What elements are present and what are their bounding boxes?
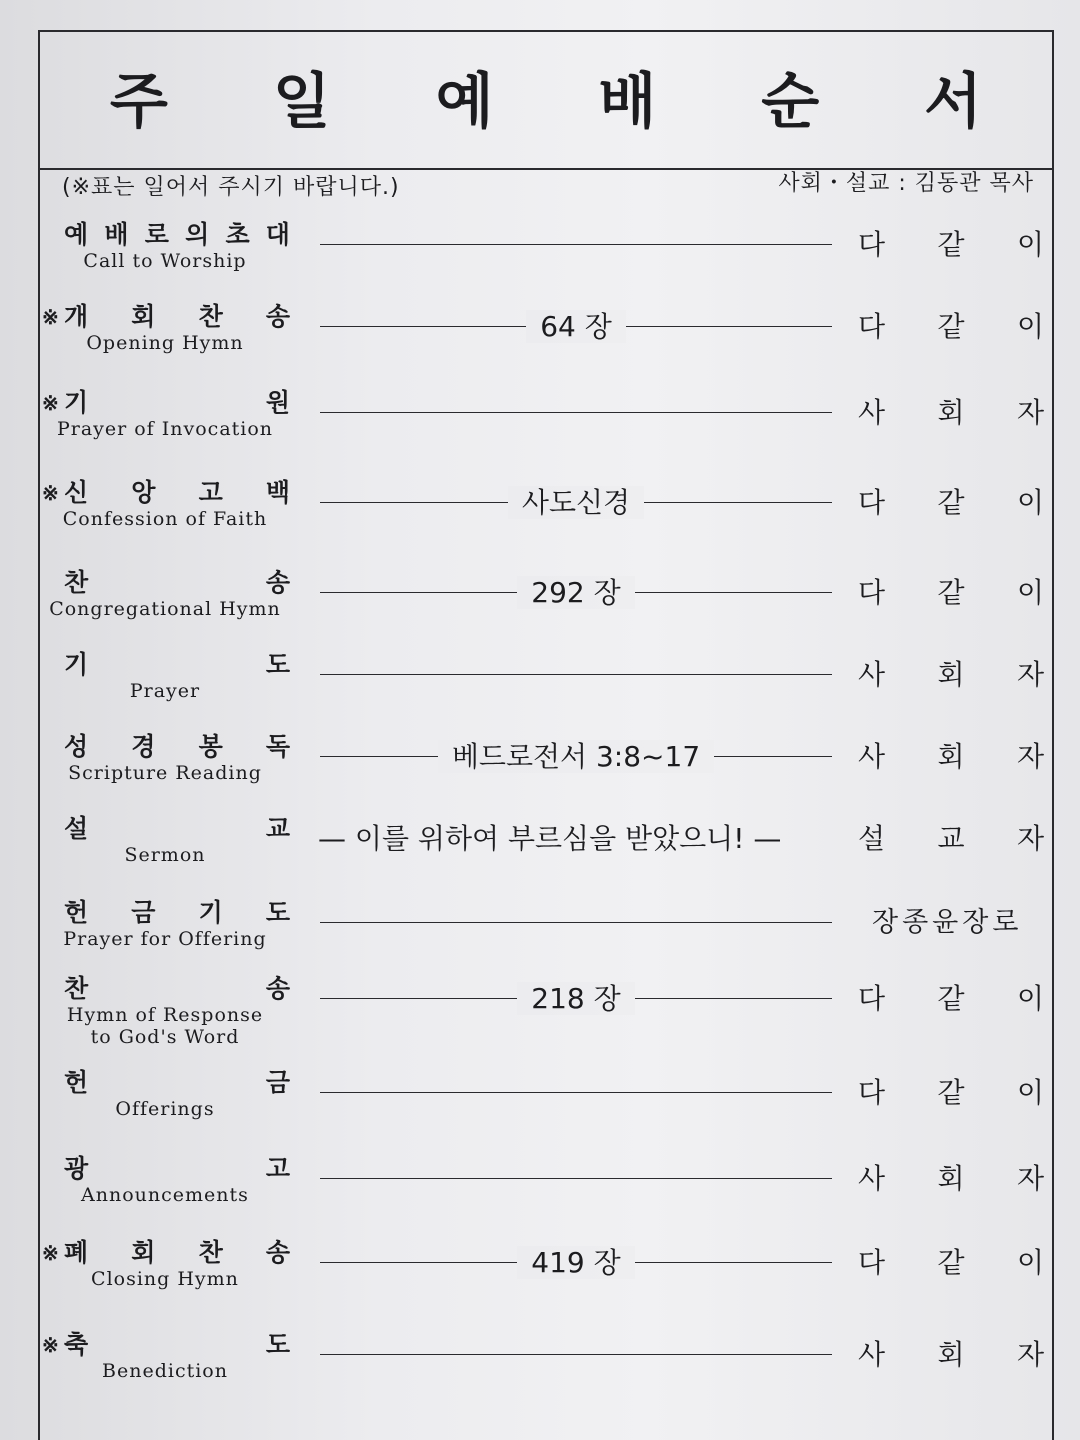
english-line: Announcements xyxy=(81,1184,249,1206)
title-char: 백 xyxy=(265,478,290,507)
leader-line xyxy=(320,922,832,923)
standing-mark: ※ xyxy=(42,305,59,329)
leader-line xyxy=(320,244,832,245)
item-leader xyxy=(858,1162,1044,1196)
english-line: Benediction xyxy=(102,1360,228,1382)
leader-char: 같 xyxy=(937,1246,965,1279)
title-char: 송 xyxy=(265,974,290,1003)
leader-char: 같 xyxy=(937,486,965,519)
item-korean-title xyxy=(64,814,290,844)
service-item xyxy=(0,974,1080,1054)
item-english-title xyxy=(40,598,290,620)
item-english-title xyxy=(40,418,290,440)
item-korean-title xyxy=(64,974,290,1004)
leader-char: 다 xyxy=(858,486,886,519)
item-english-title xyxy=(40,680,290,702)
english-line: Call to Worship xyxy=(83,250,247,272)
item-korean-title xyxy=(42,1238,290,1268)
item-english-title xyxy=(40,1184,290,1206)
title-char: 경 xyxy=(131,732,156,761)
title-char: 개 xyxy=(64,302,89,331)
item-english-title xyxy=(40,250,290,272)
english-line: Prayer of Invocation xyxy=(56,418,274,440)
leader-preacher: 사회・설교 : 김동관 목사 xyxy=(778,171,1034,196)
title-char: 독 xyxy=(265,732,290,761)
title-char: 신 xyxy=(64,478,89,507)
item-leader xyxy=(858,576,1044,610)
title-char: 찬 xyxy=(198,302,223,331)
service-item xyxy=(0,1238,1080,1318)
title-band xyxy=(40,32,1052,170)
item-leader xyxy=(858,982,1044,1016)
leader-char: 이 xyxy=(1016,310,1044,343)
leader-char: 교 xyxy=(937,822,965,855)
item-korean-title xyxy=(64,220,290,250)
leader-char: 같 xyxy=(937,576,965,609)
item-detail-text: 218 장 xyxy=(517,982,634,1015)
item-leader xyxy=(858,1246,1044,1280)
title-char: 배 xyxy=(104,220,129,249)
title-char: 예 xyxy=(64,220,89,249)
item-english-title xyxy=(40,1004,290,1048)
service-item xyxy=(0,388,1080,468)
leader-char: 설 xyxy=(858,822,886,855)
english-line: Sermon xyxy=(124,844,206,866)
title-char: 앙 xyxy=(131,478,156,507)
leader-char: 다 xyxy=(858,1076,886,1109)
leader-char: 자 xyxy=(1016,396,1044,429)
title-char: 기 xyxy=(64,650,89,679)
title-char: 금 xyxy=(131,898,156,927)
title-char: 회 xyxy=(131,1238,156,1267)
leader-char: 이 xyxy=(1016,1076,1044,1109)
title-char: 도 xyxy=(265,898,290,927)
leader-char: 다 xyxy=(858,228,886,261)
title-char: 기 xyxy=(64,388,89,417)
title-char: 설 xyxy=(64,814,89,843)
item-leader xyxy=(858,822,1044,856)
title-char: 헌 xyxy=(64,1068,89,1097)
standing-mark: ※ xyxy=(42,1241,59,1265)
item-detail-text: 사도신경 xyxy=(508,486,644,519)
item-english-title xyxy=(40,844,290,866)
service-item xyxy=(0,1330,1080,1410)
service-item xyxy=(0,1154,1080,1234)
title-char: 봉 xyxy=(198,732,223,761)
item-english-title xyxy=(40,1268,290,1290)
item-korean-title xyxy=(64,1068,290,1098)
item-leader xyxy=(858,228,1044,262)
english-line: Closing Hymn xyxy=(91,1268,239,1290)
item-korean-title xyxy=(64,650,290,680)
item-leader xyxy=(858,1338,1044,1372)
leader-char: 이 xyxy=(1016,486,1044,519)
title-char: 폐 xyxy=(64,1238,89,1267)
item-detail xyxy=(320,576,832,610)
item-english-title xyxy=(40,1360,290,1382)
item-detail xyxy=(320,486,832,520)
title-char: 찬 xyxy=(198,1238,223,1267)
leader-char: 같 xyxy=(937,228,965,261)
leader-char: 다 xyxy=(858,310,886,343)
title-char: 축 xyxy=(64,1330,89,1359)
service-item xyxy=(0,898,1080,978)
service-item xyxy=(0,650,1080,730)
title-char: 회 xyxy=(131,302,156,331)
title-char: 교 xyxy=(265,814,290,843)
item-korean-title xyxy=(42,478,290,508)
item-english-title xyxy=(40,1098,290,1120)
standing-mark: ※ xyxy=(42,1333,59,1357)
english-line: Prayer xyxy=(129,680,201,702)
leader-line xyxy=(320,1178,832,1179)
english-line: Opening Hymn xyxy=(86,332,244,354)
item-korean-title xyxy=(42,388,290,418)
item-korean-title xyxy=(64,1154,290,1184)
service-item xyxy=(0,478,1080,558)
leader-char: 자 xyxy=(1016,822,1044,855)
item-english-title xyxy=(40,332,290,354)
title-char: 초 xyxy=(225,220,250,249)
item-detail xyxy=(320,982,832,1016)
leader-char: 같 xyxy=(937,1076,965,1109)
service-item xyxy=(0,814,1080,894)
leader-char: 이 xyxy=(1016,982,1044,1015)
english-line: Hymn of Response xyxy=(66,1004,264,1026)
leader-char: 같 xyxy=(937,982,965,1015)
english-line: Confession of Faith xyxy=(62,508,268,530)
title-char: 광 xyxy=(64,1154,89,1183)
title-char: 금 xyxy=(265,1068,290,1097)
item-leader xyxy=(858,486,1044,520)
title-char: 성 xyxy=(64,732,89,761)
item-korean-title xyxy=(64,732,290,762)
item-detail xyxy=(320,740,832,774)
service-item xyxy=(0,302,1080,382)
item-detail-text: 419 장 xyxy=(517,1246,634,1279)
title-char: 로 xyxy=(144,220,169,249)
leader-char: 사 xyxy=(858,740,886,773)
leader-char: 다 xyxy=(858,1246,886,1279)
item-korean-title xyxy=(42,1330,290,1360)
service-item xyxy=(0,568,1080,648)
title-char: 찬 xyxy=(64,568,89,597)
english-line: Congregational Hymn xyxy=(49,598,281,620)
item-detail-text: 64 장 xyxy=(526,310,626,343)
leader-char: 다 xyxy=(858,576,886,609)
leader-char: 회 xyxy=(937,1162,965,1195)
standing-note: (※표는 일어서 주시기 바랍니다.) xyxy=(62,175,400,200)
standing-mark: ※ xyxy=(42,391,59,415)
leader-char: 회 xyxy=(937,396,965,429)
title-char: 의 xyxy=(185,220,210,249)
item-english-title xyxy=(40,508,290,530)
title-char: 찬 xyxy=(64,974,89,1003)
title-char: 송 xyxy=(265,302,290,331)
english-line: to God's Word xyxy=(90,1026,240,1048)
item-leader xyxy=(858,740,1044,774)
leader-char: 회 xyxy=(937,740,965,773)
english-line: Scripture Reading xyxy=(68,762,262,784)
leader-char: 회 xyxy=(937,658,965,691)
service-item xyxy=(0,732,1080,812)
leader-char: 이 xyxy=(1016,1246,1044,1279)
leader-line xyxy=(320,1092,832,1093)
leader-char: 이 xyxy=(1016,576,1044,609)
item-detail xyxy=(320,310,832,344)
item-detail-text: 베드로전서 3:8~17 xyxy=(438,740,714,773)
item-english-title xyxy=(40,928,290,950)
title-char: 고 xyxy=(198,478,223,507)
leader-char: 사 xyxy=(858,658,886,691)
item-english-title xyxy=(40,762,290,784)
leader-char: 자 xyxy=(1016,740,1044,773)
sermon-title: — 이를 위하여 부르심을 받았으니! — xyxy=(318,822,782,855)
title-char: 기 xyxy=(198,898,223,927)
leader-char: 자 xyxy=(1016,1338,1044,1371)
english-line: Offerings xyxy=(115,1098,215,1120)
leader-line xyxy=(320,674,832,675)
item-leader xyxy=(858,1076,1044,1110)
leader-line xyxy=(320,1354,832,1355)
item-leader xyxy=(858,310,1044,344)
item-korean-title xyxy=(64,898,290,928)
standing-mark: ※ xyxy=(42,481,59,505)
service-item xyxy=(0,220,1080,300)
title-char: 송 xyxy=(265,1238,290,1267)
leader-char: 회 xyxy=(937,1338,965,1371)
leader-char: 자 xyxy=(1016,1162,1044,1195)
leader-char: 사 xyxy=(858,1162,886,1195)
title-char: 헌 xyxy=(64,898,89,927)
title-char: 도 xyxy=(265,1330,290,1359)
english-line: Prayer for Offering xyxy=(63,928,267,950)
leader-line xyxy=(320,412,832,413)
item-korean-title xyxy=(64,568,290,598)
item-detail-text: 292 장 xyxy=(517,576,634,609)
item-korean-title xyxy=(42,302,290,332)
title-char: 원 xyxy=(265,388,290,417)
leader-char: 사 xyxy=(858,1338,886,1371)
item-leader xyxy=(858,396,1044,430)
leader-char: 같 xyxy=(937,310,965,343)
title-char: 송 xyxy=(265,568,290,597)
service-item xyxy=(0,1068,1080,1148)
title-char: 대 xyxy=(265,220,290,249)
item-leader xyxy=(858,658,1044,692)
title-char: 도 xyxy=(265,650,290,679)
leader-char: 사 xyxy=(858,396,886,429)
leader-char: 이 xyxy=(1016,228,1044,261)
item-detail xyxy=(320,1246,832,1280)
leader-char: 자 xyxy=(1016,658,1044,691)
leader-char: 다 xyxy=(858,982,886,1015)
page-title: 주 일 예 배 순 서 xyxy=(109,67,1025,137)
title-char: 고 xyxy=(265,1154,290,1183)
item-leader: 장종윤장로 xyxy=(872,907,1023,938)
